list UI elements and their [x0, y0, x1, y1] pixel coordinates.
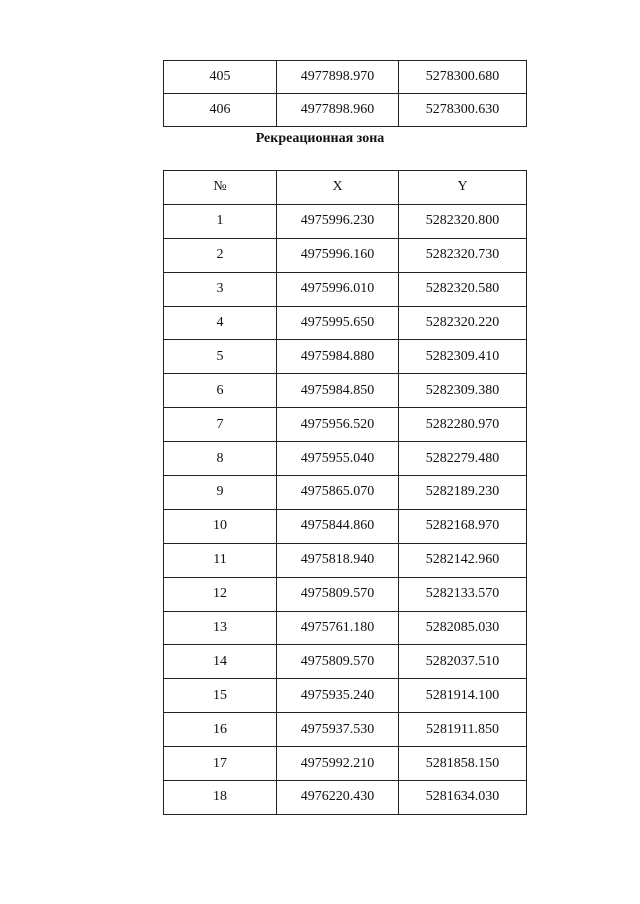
- point-number-cell: 1: [164, 204, 277, 238]
- table-row: [164, 61, 527, 94]
- table-row: [164, 442, 527, 476]
- main-table-body: [164, 204, 527, 814]
- table-row: [164, 340, 527, 374]
- table-row: [164, 577, 527, 611]
- x-coordinate-cell: 4975809.570: [277, 577, 399, 611]
- point-number-cell: 4: [164, 306, 277, 340]
- y-coordinate-cell: 5282168.970: [399, 509, 527, 543]
- x-coordinate-cell: 4975935.240: [277, 679, 399, 713]
- table-row: [164, 204, 527, 238]
- table-header-row: [164, 171, 527, 205]
- x-coordinate-cell: 4975995.650: [277, 306, 399, 340]
- table-row: [164, 238, 527, 272]
- point-number-cell: 18: [164, 781, 277, 815]
- x-coordinate-cell: 4975809.570: [277, 645, 399, 679]
- header-x: X: [277, 171, 399, 205]
- y-coordinate-cell: 5282320.220: [399, 306, 527, 340]
- x-coordinate-cell: 4977898.970: [277, 61, 399, 94]
- y-coordinate-cell: 5282085.030: [399, 611, 527, 645]
- table-row: [164, 747, 527, 781]
- point-number-cell: 7: [164, 408, 277, 442]
- recreation-zone-coordinates-table: [163, 170, 527, 815]
- table-row: [164, 509, 527, 543]
- point-number-cell: 6: [164, 374, 277, 408]
- x-coordinate-cell: 4975996.160: [277, 238, 399, 272]
- x-coordinate-cell: 4975761.180: [277, 611, 399, 645]
- y-coordinate-cell: 5282320.730: [399, 238, 527, 272]
- x-coordinate-cell: 4975844.860: [277, 509, 399, 543]
- y-coordinate-cell: 5282133.570: [399, 577, 527, 611]
- y-coordinate-cell: 5282037.510: [399, 645, 527, 679]
- point-number-cell: 17: [164, 747, 277, 781]
- table-row: [164, 272, 527, 306]
- table-row: [164, 645, 527, 679]
- table-row: [164, 679, 527, 713]
- y-coordinate-cell: 5282279.480: [399, 442, 527, 476]
- point-number-cell: 2: [164, 238, 277, 272]
- y-coordinate-cell: 5282309.410: [399, 340, 527, 374]
- continuation-table-body: [164, 61, 527, 127]
- table-row: [164, 476, 527, 510]
- y-coordinate-cell: 5281911.850: [399, 713, 527, 747]
- point-number-cell: 9: [164, 476, 277, 510]
- y-coordinate-cell: 5281634.030: [399, 781, 527, 815]
- y-coordinate-cell: 5282189.230: [399, 476, 527, 510]
- y-coordinate-cell: 5282309.380: [399, 374, 527, 408]
- point-number-cell: 11: [164, 543, 277, 577]
- y-coordinate-cell: 5282280.970: [399, 408, 527, 442]
- y-coordinate-cell: 5278300.630: [399, 94, 527, 127]
- point-number-cell: 5: [164, 340, 277, 374]
- point-number-cell: 406: [164, 94, 277, 127]
- point-number-cell: 10: [164, 509, 277, 543]
- x-coordinate-cell: 4975992.210: [277, 747, 399, 781]
- y-coordinate-cell: 5282320.800: [399, 204, 527, 238]
- header-y: Y: [399, 171, 527, 205]
- x-coordinate-cell: 4975996.010: [277, 272, 399, 306]
- y-coordinate-cell: 5282142.960: [399, 543, 527, 577]
- table-row: [164, 611, 527, 645]
- header-number: №: [164, 171, 277, 205]
- table-row: [164, 306, 527, 340]
- y-coordinate-cell: 5281858.150: [399, 747, 527, 781]
- point-number-cell: 13: [164, 611, 277, 645]
- x-coordinate-cell: 4977898.960: [277, 94, 399, 127]
- x-coordinate-cell: 4975984.850: [277, 374, 399, 408]
- y-coordinate-cell: 5282320.580: [399, 272, 527, 306]
- continuation-coordinates-table: [163, 60, 527, 127]
- table-row: [164, 713, 527, 747]
- x-coordinate-cell: 4975996.230: [277, 204, 399, 238]
- table-row: [164, 781, 527, 815]
- y-coordinate-cell: 5281914.100: [399, 679, 527, 713]
- point-number-cell: 16: [164, 713, 277, 747]
- point-number-cell: 8: [164, 442, 277, 476]
- point-number-cell: 15: [164, 679, 277, 713]
- x-coordinate-cell: 4976220.430: [277, 781, 399, 815]
- x-coordinate-cell: 4975937.530: [277, 713, 399, 747]
- x-coordinate-cell: 4975818.940: [277, 543, 399, 577]
- point-number-cell: 405: [164, 61, 277, 94]
- point-number-cell: 12: [164, 577, 277, 611]
- x-coordinate-cell: 4975956.520: [277, 408, 399, 442]
- y-coordinate-cell: 5278300.680: [399, 61, 527, 94]
- point-number-cell: 3: [164, 272, 277, 306]
- x-coordinate-cell: 4975955.040: [277, 442, 399, 476]
- point-number-cell: 14: [164, 645, 277, 679]
- table-row: [164, 94, 527, 127]
- table-row: [164, 374, 527, 408]
- x-coordinate-cell: 4975984.880: [277, 340, 399, 374]
- x-coordinate-cell: 4975865.070: [277, 476, 399, 510]
- table-row: [164, 408, 527, 442]
- table-row: [164, 543, 527, 577]
- section-title: Рекреационная зона: [255, 131, 385, 146]
